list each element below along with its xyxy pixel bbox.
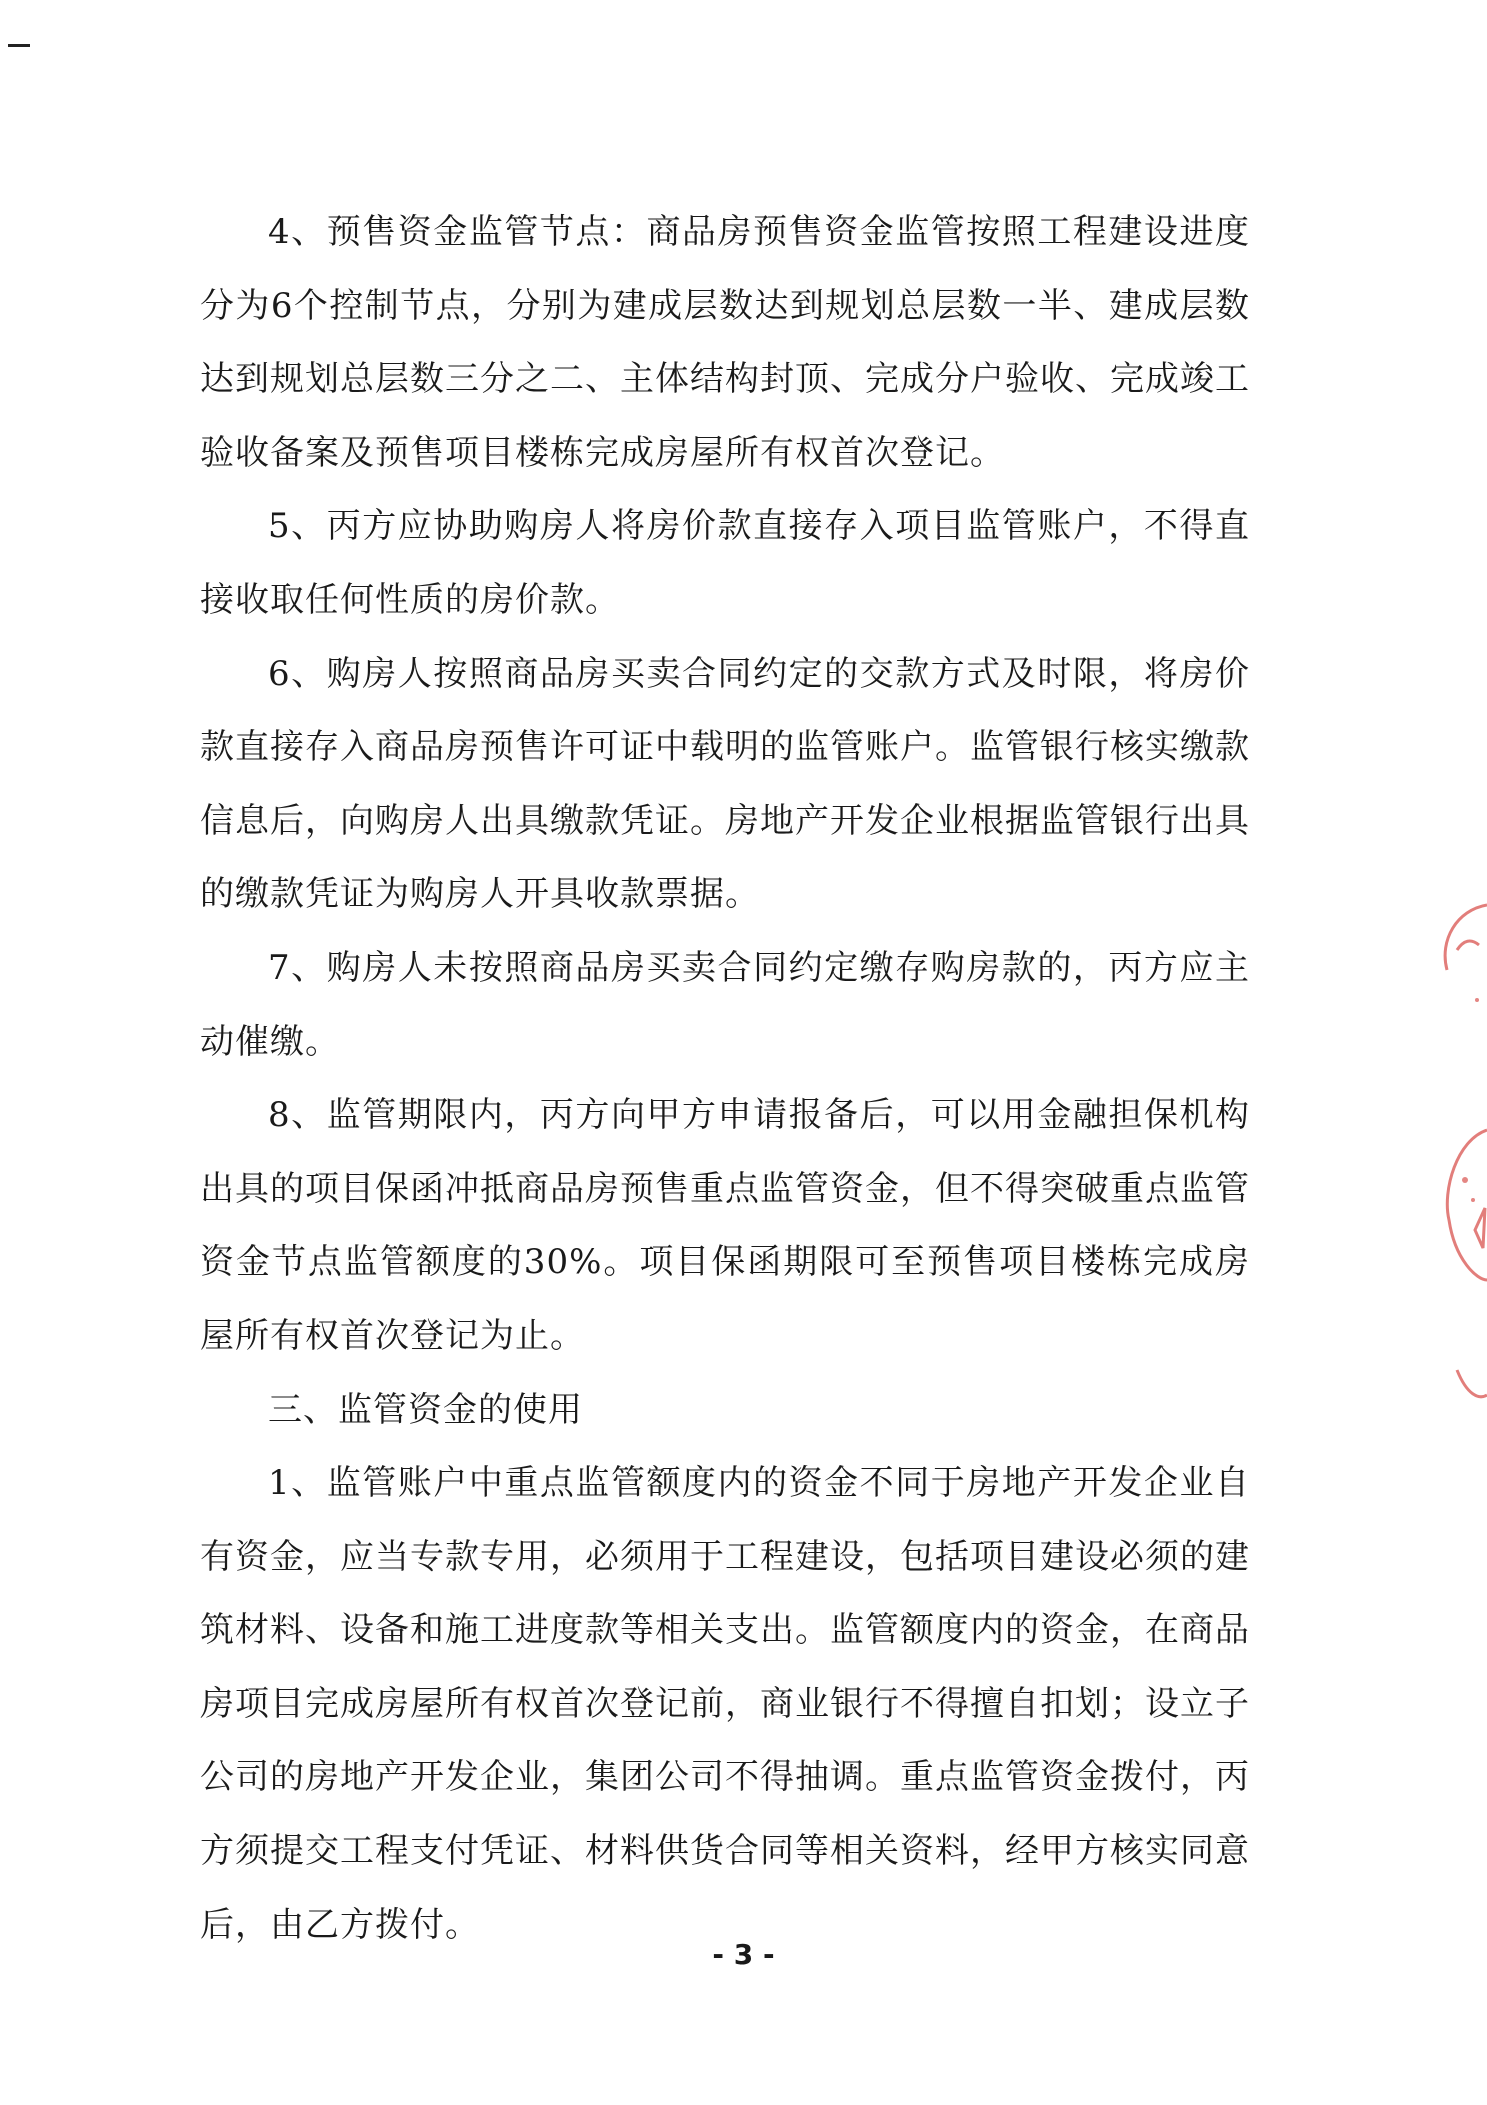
scan-corner-mark <box>8 44 30 47</box>
section-paragraph-1: 1、监管账户中重点监管额度内的资金不同于房地产开发企业自有资金，应当专款专用，必须用于工程建设，包括项目建设必须的建筑材料、设备和施工进度款等相关支出。监管额度内的资金，在商品房项目完成房屋所有权首次登记前，商业银行不得擅自扣划；设立子公司的房地产开发企业，集团公司不得抽调。重点监管资金拨付，丙方须提交工程支付凭证、材料供货合同等相关资料，经甲方核实同意后，由乙方拨付。 <box>200 1463 1250 1945</box>
paragraph-5: 5、丙方应协助购房人将房价款直接存入项目监管账户，不得直接收取任何性质的房价款。 <box>200 506 1250 620</box>
page-number: - 3 - <box>712 1938 775 1971</box>
section-heading: 三、监管资金的使用 <box>268 1389 583 1430</box>
paragraph-6: 6、购房人按照商品房买卖合同约定的交款方式及时限，将房价款直接存入商品房预售许可证中载明的监管账户。监管银行核实缴款信息后，向购房人出具缴款凭证。房地产开发企业根据监管银行出具的缴款凭证为购房人开具收款票据。 <box>200 653 1250 915</box>
paragraph-4: 4、预售资金监管节点：商品房预售资金监管按照工程建设进度分为6个控制节点，分别为建成层数达到规划总层数一半、建成层数达到规划总层数三分之二、主体结构封顶、完成分户验收、完成竣工验收备案及预售项目楼栋完成房屋所有权首次登记。 <box>200 212 1250 473</box>
partial-red-seal-icon <box>1417 900 1487 1420</box>
paragraph-7: 7、购房人未按照商品房买卖合同约定缴存购房款的，丙方应主动催缴。 <box>200 947 1250 1062</box>
paragraph-8: 8、监管期限内，丙方向甲方申请报备后，可以用金融担保机构出具的项目保函冲抵商品房预售重点监管资金，但不得突破重点监管资金节点监管额度的30%。项目保函期限可至预售项目楼栋完成房屋所有权首次登记为止。 <box>200 1095 1250 1356</box>
document-body <box>200 196 1250 1962</box>
